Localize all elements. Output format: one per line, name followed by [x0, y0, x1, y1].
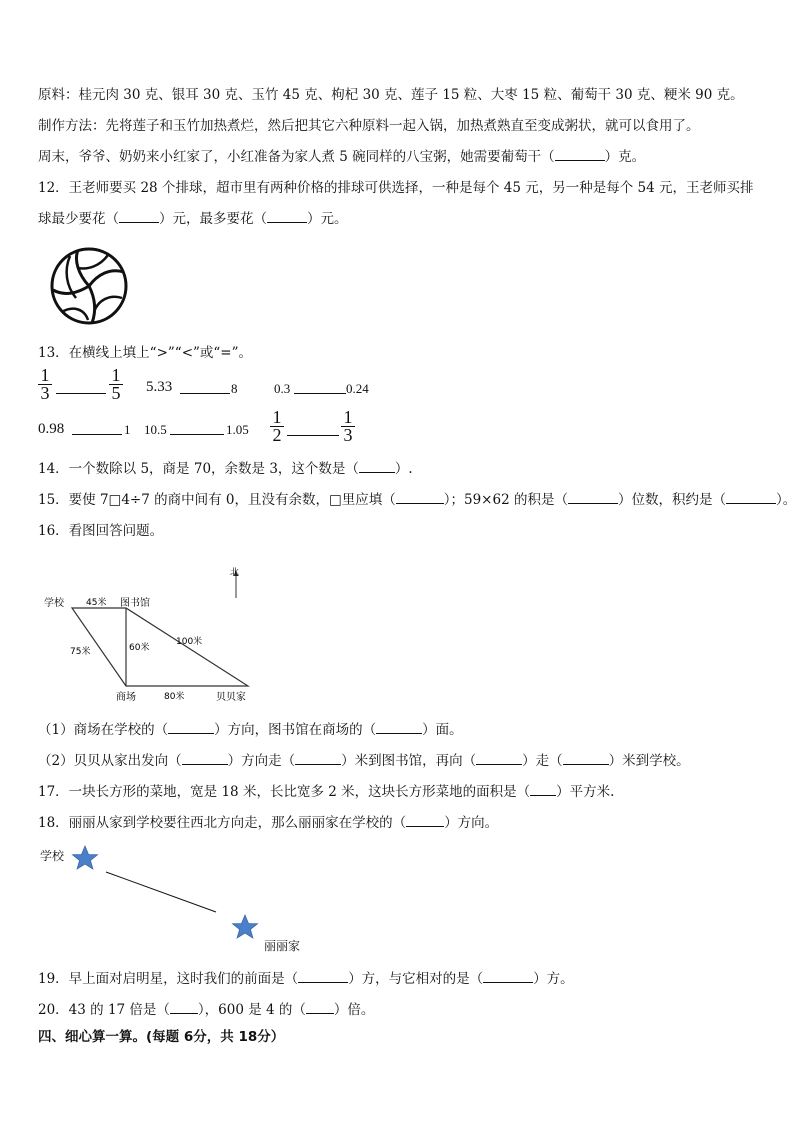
- q15: 15．要使 7□4÷7 的商中间有 0，且没有余数，□里应填（ ）；59×62 的积是（ ）位数，积约是（ ）。: [38, 492, 796, 508]
- answer-blank[interactable]: [298, 969, 348, 983]
- answer-blank[interactable]: [406, 813, 444, 827]
- q11-method: 制作方法：先将莲子和玉竹加热煮烂，然后把其它六种原料一起入锅，加热煮熟直至变成粥状，就可以食用了。: [38, 118, 700, 134]
- library-label: 图书馆: [120, 598, 150, 609]
- answer-blank[interactable]: [376, 720, 422, 734]
- q12-line1: 12．王老师要买 28 个排球，超市里有两种价格的排球可供选择，一种是每个 45 元，另一种是每个 54 元，王老师买排: [38, 180, 754, 196]
- num-5-33: 5.33: [146, 379, 173, 395]
- q11-question: 周末，爷爷、奶奶来小红家了，小红准备为家人煮 5 碗同样的八宝粥，她需要葡萄干（ ）克。: [38, 149, 646, 165]
- beibei-home-label: 贝贝家: [216, 692, 246, 703]
- num-8: 8: [231, 381, 238, 396]
- answer-line[interactable]: [180, 393, 230, 394]
- answer-blank[interactable]: [396, 490, 444, 504]
- answer-blank[interactable]: [359, 459, 395, 473]
- school-star-icon: [73, 846, 98, 869]
- distance-library-mall: 60米: [129, 643, 150, 653]
- q11-ingredients: 原料：桂元肉 30 克、银耳 30 克、玉竹 45 克、枸杞 30 克、莲子 15 粒、大枣 15 粒、葡萄干 30 克、粳米 90 克。: [38, 87, 744, 103]
- q12-line2: 球最少要花（ ）元，最多要花（ ）元。: [38, 211, 348, 227]
- answer-blank[interactable]: [555, 147, 605, 161]
- q19: 19．早上面对启明星，这时我们的前面是（ ）方，与它相对的是（ ）方。: [38, 971, 574, 987]
- answer-line[interactable]: [72, 434, 122, 435]
- fraction-1-3b: 1 3: [341, 409, 355, 444]
- q16-part1: （1）商场在学校的（ ）方向，图书馆在商场的（ ）面。: [38, 722, 463, 738]
- answer-blank[interactable]: [182, 751, 228, 765]
- answer-line[interactable]: [294, 393, 346, 394]
- answer-blank[interactable]: [267, 209, 307, 223]
- answer-line[interactable]: [56, 393, 106, 394]
- num-10-5: 10.5: [144, 422, 167, 437]
- answer-blank[interactable]: [476, 751, 522, 765]
- volleyball-icon: [48, 246, 130, 326]
- answer-blank[interactable]: [168, 720, 214, 734]
- answer-blank[interactable]: [483, 969, 533, 983]
- distance-library-beibei: 100米: [176, 637, 203, 647]
- answer-blank[interactable]: [306, 1000, 334, 1014]
- q18: 18．丽丽从家到学校要往西北方向走，那么丽丽家在学校的（ ）方向。: [38, 815, 499, 831]
- lili-home-star-icon: [233, 915, 258, 938]
- q16-title: 16．看图回答问题。: [38, 523, 164, 539]
- section-4-heading: 四、细心算一算。(每题 6分，共 18分）: [38, 1029, 285, 1045]
- school-label: 学校: [44, 598, 64, 609]
- fraction-1-5: 1 5: [109, 367, 123, 402]
- q17: 17．一块长方形的菜地，宽是 18 米，长比宽多 2 米，这块长方形菜地的面积是（ ）平方米.: [38, 784, 615, 800]
- q14: 14．一个数除以 5，商是 70，余数是 3，这个数是（ ）.: [38, 461, 413, 477]
- num-0-24: 0.24: [346, 381, 369, 396]
- answer-blank[interactable]: [568, 490, 618, 504]
- num-1: 1: [124, 422, 131, 437]
- answer-blank[interactable]: [170, 1000, 198, 1014]
- lili-home-label: 丽丽家: [264, 939, 301, 953]
- answer-blank[interactable]: [726, 490, 776, 504]
- q13-title: 13．在横线上填上“>”“<”或“=”。: [38, 345, 253, 361]
- school-label: 学校: [40, 849, 65, 863]
- q16-part2: （2）贝贝从家出发向（ ）方向走（ ）米到图书馆，再向（ ）走（ ）米到学校。: [38, 753, 690, 769]
- q18-diagram: [38, 840, 338, 956]
- num-1-05: 1.05: [226, 422, 249, 437]
- distance-mall-beibei: 80米: [164, 692, 185, 702]
- q20: 20．43 的 17 倍是（ ），600 是 4 的（ ）倍。: [38, 1002, 375, 1018]
- answer-line[interactable]: [287, 435, 339, 436]
- distance-school-library: 45米: [86, 598, 107, 608]
- answer-line[interactable]: [170, 434, 224, 435]
- distance-school-mall: 75米: [70, 647, 91, 657]
- mall-label: 商场: [116, 692, 136, 703]
- num-0-98: 0.98: [38, 421, 65, 437]
- fraction-1-2: 1 2: [270, 409, 284, 444]
- answer-blank[interactable]: [295, 751, 341, 765]
- answer-blank[interactable]: [119, 209, 159, 223]
- answer-blank[interactable]: [530, 782, 556, 796]
- north-label: 北: [230, 568, 240, 578]
- q16-map-diagram: [40, 562, 280, 704]
- answer-blank[interactable]: [563, 751, 609, 765]
- fraction-1-3: 1 3: [38, 367, 52, 402]
- num-0-3: 0.3: [274, 381, 291, 396]
